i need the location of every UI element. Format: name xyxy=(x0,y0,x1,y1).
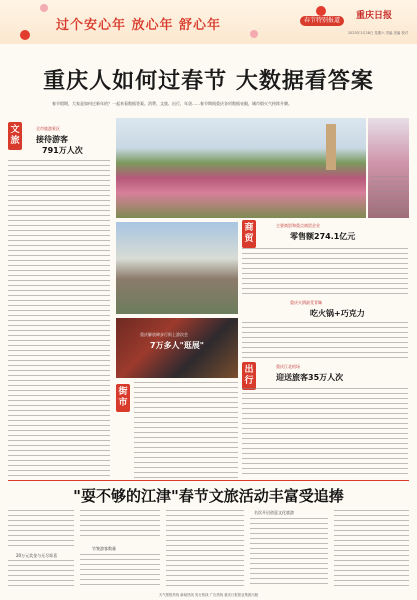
section-tag-streets: 街市 xyxy=(116,384,130,412)
special-report-badge: 春节特别报道 xyxy=(300,16,344,26)
travel-kicker: 重庆江北机场 xyxy=(276,364,300,369)
streets-title: 7万多人"逛展" xyxy=(150,341,204,350)
section-tag-travel: 出行 xyxy=(242,362,256,390)
page-footer: 天气预报热线 新闻热线 发行热线 广告热线 重庆日报报业集团出版 xyxy=(158,593,259,597)
consume-sub-title: 吃火锅+巧克力 xyxy=(310,309,365,318)
pagoda-shape xyxy=(326,124,336,170)
consume-article-body xyxy=(242,248,408,296)
lantern-icon xyxy=(316,6,326,16)
bottom-article-col2 xyxy=(80,510,160,540)
bottom-kicker-left: 20万元奖金与无尽惊喜 xyxy=(16,553,58,558)
streets-kicker: 重庆解放碑步行街上游次会 xyxy=(140,332,188,337)
consume-sub-body xyxy=(242,322,408,358)
newspaper-logo: 重庆日报 xyxy=(356,11,393,21)
lede-paragraph: 春节假期，大家是如何过新年的？一起来看数据答案。消费、文旅、出行、年货……春节期间重庆各项数据亮眼，城市烟火气持续升腾。 xyxy=(52,101,292,106)
plum-blossom-icon xyxy=(250,30,258,38)
bottom-article-col2b xyxy=(80,554,160,588)
plum-blossom-icon xyxy=(40,4,48,12)
bottom-article-col4 xyxy=(250,518,328,588)
section-divider xyxy=(8,480,409,481)
consume-kicker: 主要商贸和重点商贸企业 xyxy=(276,223,320,228)
bottom-article-col1 xyxy=(8,510,74,550)
section-tag-culture: 文旅 xyxy=(8,122,22,150)
culture-title-1: 接待游客 xyxy=(36,135,68,144)
bottom-article-col3 xyxy=(166,510,244,588)
plum-blossom-park-photo xyxy=(116,118,366,218)
photo-caption xyxy=(370,176,408,216)
lantern-icon xyxy=(20,30,30,40)
culture-kicker: 全市旅游景区 xyxy=(36,126,60,131)
consume-sub-kicker: 重庆火锅最受青睐 xyxy=(290,300,322,305)
bottom-article-col1b xyxy=(8,560,74,588)
bottom-headline: "耍不够的江津"春节文旅活动丰富受追捧 xyxy=(73,487,344,505)
travel-title: 迎送旅客35万人次 xyxy=(276,373,344,382)
suspension-bridge-photo xyxy=(116,222,238,314)
consume-title: 零售额274.1亿元 xyxy=(290,232,356,241)
streets-article-body xyxy=(134,382,238,478)
page-headline: 重庆人如何过春节 大数据看答案 xyxy=(43,68,374,94)
section-tag-consume: 商贸 xyxy=(242,220,256,248)
bottom-kicker-right: 名次开启创意文化旅游 xyxy=(254,510,294,515)
bottom-article-col5 xyxy=(334,510,409,588)
bottom-kicker-mid: 竹签游客数量 xyxy=(92,546,116,551)
culture-article-body xyxy=(8,160,110,478)
culture-title-2: 791万人次 xyxy=(42,146,83,155)
issue-meta: 2023年1月28日 星期六 责编 美编 校对 xyxy=(348,31,409,35)
travel-article-body xyxy=(242,388,408,478)
masthead-slogan: 过个安心年 放心年 舒心年 xyxy=(56,18,222,33)
